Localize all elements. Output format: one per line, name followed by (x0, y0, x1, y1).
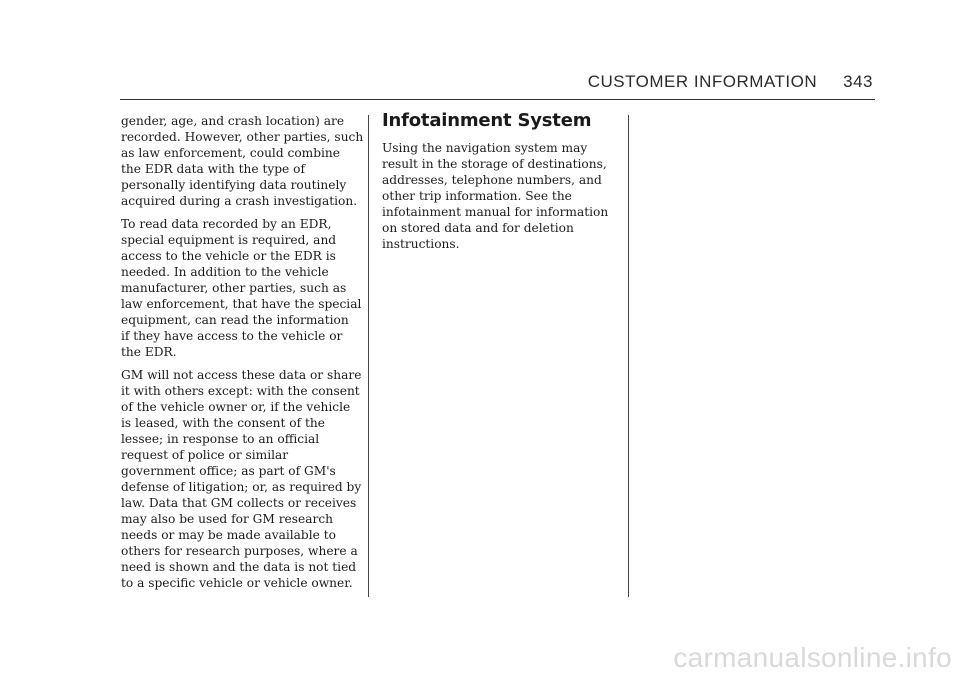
page-number: 343 (843, 72, 873, 91)
paragraph (121, 113, 364, 209)
text-line: as law enforcement, could combine (121, 146, 340, 160)
watermark: carmanualsonline.info (673, 642, 952, 673)
column-left (121, 113, 364, 598)
text-line: recorded. However, other parties, such (121, 130, 364, 144)
column-middle (382, 110, 622, 259)
text-line: acquired during a crash investigation. (121, 194, 358, 208)
text-line: GM will not access these data or share (121, 368, 362, 382)
text-line: law enforcement, that have the special (121, 297, 362, 311)
text-line: other trip information. See the (382, 189, 572, 203)
text-line: request of police or similar (121, 448, 289, 462)
text-line: law. Data that GM collects or receives (121, 496, 357, 510)
text-line: addresses, telephone numbers, and (382, 173, 602, 187)
text-line: the EDR. (121, 345, 177, 359)
text-line: if they have access to the vehicle or (121, 329, 343, 343)
header-rule (120, 99, 875, 100)
text-line: the EDR data with the type of (121, 162, 305, 176)
paragraph (382, 140, 622, 252)
column-divider (628, 115, 629, 597)
text-line: lessee; in response to an official (121, 432, 320, 446)
text-line: needs or may be made available to (121, 528, 336, 542)
text-line: To read data recorded by an EDR, (121, 217, 332, 231)
text-line: manufacturer, other parties, such as (121, 281, 347, 295)
text-line: needed. In addition to the vehicle (121, 265, 329, 279)
paragraph (121, 367, 361, 591)
text-line: need is shown and the data is not tied (121, 560, 357, 574)
section-heading: Infotainment System (382, 110, 592, 131)
text-line: result in the storage of destinations, (382, 157, 607, 171)
paragraph (121, 216, 361, 360)
text-line: access to the vehicle or the EDR is (121, 249, 336, 263)
text-line: personally identifying data routinely (121, 178, 347, 192)
text-line: may also be used for GM research (121, 512, 334, 526)
text-line: on stored data and for deletion (382, 221, 574, 235)
text-line: instructions. (382, 237, 460, 251)
text-line: to a specific vehicle or vehicle owner. (121, 576, 353, 590)
text-line: equipment, can read the information (121, 313, 349, 327)
text-line: special equipment is required, and (121, 233, 337, 247)
column-divider (368, 115, 369, 597)
text-line: infotainment manual for information (382, 205, 609, 219)
text-line: others for research purposes, where a (121, 544, 358, 558)
section-title-header: CUSTOMER INFORMATION (587, 72, 818, 91)
text-line: government office; as part of GM's (121, 464, 336, 478)
text-line: Using the navigation system may (382, 141, 588, 155)
text-line: defense of litigation; or, as required by (121, 480, 362, 494)
page-header (588, 72, 873, 92)
text-line: is leased, with the consent of the (121, 416, 325, 430)
text-line: it with others except: with the consent (121, 384, 360, 398)
text-line: gender, age, and crash location) are (121, 114, 345, 128)
text-line: of the vehicle owner or, if the vehicle (121, 400, 351, 414)
